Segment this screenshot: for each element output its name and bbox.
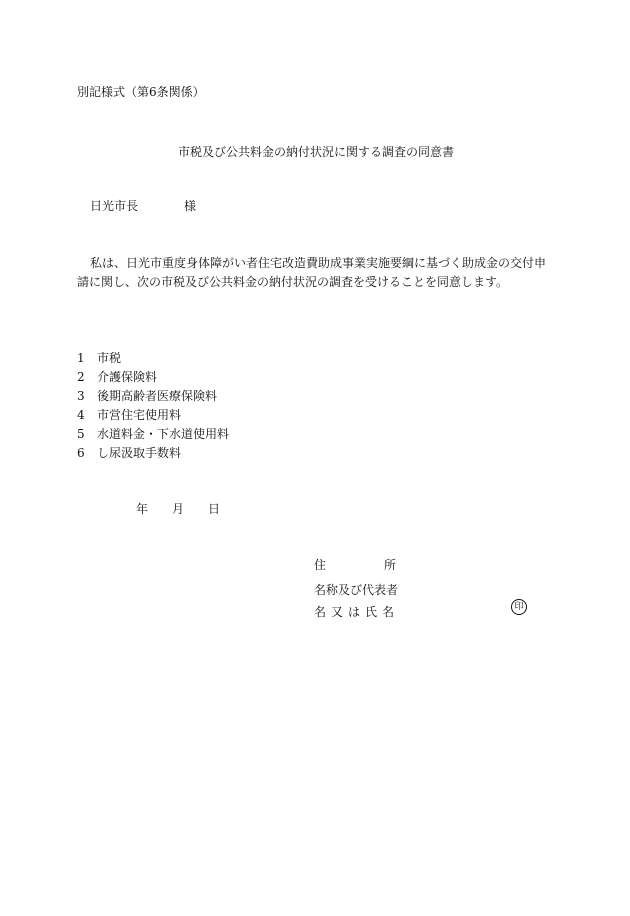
representative-label: 名称及び代表者	[314, 583, 399, 597]
item-label: し尿汲取手数料	[97, 446, 182, 460]
item-number: 3	[77, 389, 85, 403]
item-number: 5	[77, 427, 85, 441]
date-day: 日	[208, 502, 221, 516]
seal-mark: 印	[511, 599, 527, 615]
form-label: 別記様式（第6条関係）	[77, 85, 205, 99]
addressee-name: 日光市長	[90, 199, 139, 213]
date-month: 月	[172, 502, 185, 516]
list-item	[77, 425, 229, 444]
document-title: 市税及び公共料金の納付状況に関する調査の同意書	[178, 145, 455, 159]
consent-body: 私は、日光市重度身体障がい者住宅改造費助成事業実施要綱に基づく助成金の交付申請に関し、次の市税及び公共料金の納付状況の調査を受けることを同意します。	[77, 256, 547, 289]
item-label: 介護保険料	[97, 370, 158, 384]
addressee	[90, 198, 197, 214]
list-item	[77, 444, 229, 463]
item-label: 水道料金・下水道使用料	[97, 427, 230, 441]
list-item	[77, 387, 229, 406]
date-year: 年	[136, 502, 149, 516]
item-number: 1	[77, 351, 85, 365]
item-label: 後期高齢者医療保険料	[97, 389, 218, 403]
name-label: 名又は氏名	[314, 605, 400, 619]
signature-address	[314, 557, 397, 573]
item-label: 市税	[97, 351, 122, 365]
item-number: 2	[77, 370, 85, 384]
list-item	[77, 349, 229, 368]
address-label-2: 所	[384, 558, 397, 572]
list-item	[77, 406, 229, 425]
item-number: 6	[77, 446, 85, 460]
list-item	[77, 368, 229, 387]
address-label-1: 住	[314, 558, 327, 572]
item-label: 市営住宅使用料	[97, 408, 182, 422]
item-number: 4	[77, 408, 85, 422]
addressee-honorific: 様	[184, 199, 197, 213]
item-list	[77, 349, 229, 463]
